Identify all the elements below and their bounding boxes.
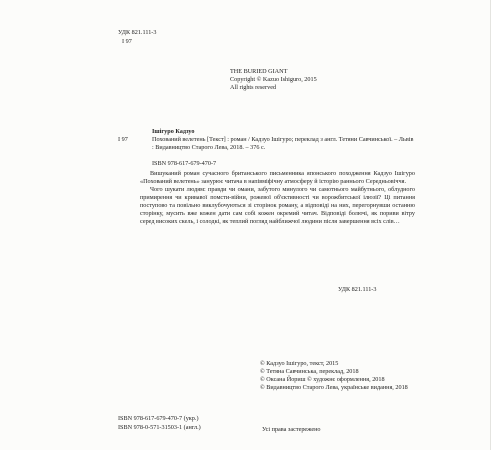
annotation xyxy=(140,170,415,226)
udk-code-bottom: УДК 821.111-3 xyxy=(338,286,377,293)
udk-code-top: УДК 821.111-3 xyxy=(118,29,157,36)
record-author: Ішігуро Кадзуо xyxy=(152,128,195,135)
original-edition-info xyxy=(230,68,317,92)
all-rights-reserved: Усі права застережено xyxy=(262,426,321,433)
isbn-ukrainian: ISBN 978-617-679-470-7 (укр.) xyxy=(118,415,199,422)
original-title: THE BURIED GIANT xyxy=(230,68,288,75)
record-code: І 97 xyxy=(118,136,128,143)
annotation-paragraph-2: Чого шукати людям: правди чи омани, забутого минулого чи самотнього майбутнього, облудного примирення чи кривавої помсти-війни, рожевої об'єктивності чи ворожбитської ілюзії? Ці питання поступово та повільно виклубочуються зі сторінок роману, а відповіді на них, перегорнувши останню сторінку, мусить вже кожен дати сам собі кожен окремий читач. Відповіді болючі, як пориви вітру серед високих скель, і солодкі, як теплий погляд найближчої людини після завершення всіх слів… xyxy=(140,186,415,225)
annotation-paragraph-1: Вишуканий роман сучасного британського письменника японського походження Кадзуо Ішігуро «Похований велетень» занурює читача в напівміфічну атмосферу й історію раннього Середньовіччя. xyxy=(140,170,415,185)
copyright-notices xyxy=(260,360,420,392)
original-copyright: Copyright © Kazuo Ishiguro, 2015 xyxy=(230,76,317,83)
copyright-translation: © Тетяна Савчинська, переклад, 2018 xyxy=(260,368,359,375)
author-code-top: І 97 xyxy=(122,38,132,45)
original-rights: All rights reserved xyxy=(230,84,277,91)
isbn-english: ISBN 978-0-571-31503-1 (англ.) xyxy=(118,424,201,431)
copyright-design: © Оксана Йориш © художнє оформлення, 2018 xyxy=(260,376,385,383)
copyright-text: © Кадзуо Ішігуро, текст, 2015 xyxy=(260,360,339,367)
record-description: Похований велетень [Текст] : роман / Кадзуо Ішігуро; переклад з англ. Тетяни Савчинської. – Львів : Видавництво Старого Лева, 2018. – 376 с. xyxy=(152,136,414,151)
copyright-publisher: © Видавництво Старого Лева, українське видання, 2018 xyxy=(260,384,408,391)
record-isbn: ISBN 978-617-679-470-7 xyxy=(152,160,217,167)
